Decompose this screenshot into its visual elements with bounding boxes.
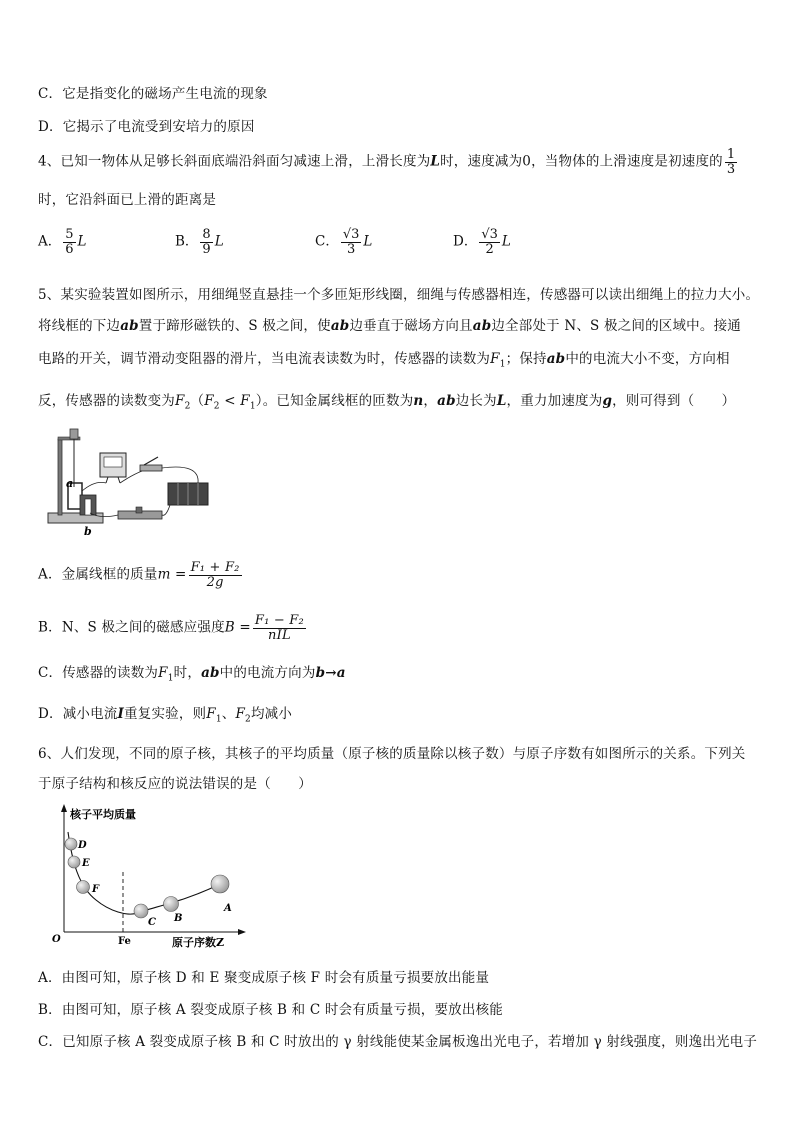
q5-option-c: C．传感器的读数为$F_1$时，ab中的电流方向为b→a	[38, 665, 346, 684]
q3-option-d: D．它揭示了电流受到安培力的原因	[38, 119, 255, 135]
point-label-f: F	[92, 884, 100, 895]
q6-stem-line1: 6、人们发现，不同的原子核，其核子的平均质量（原子核的质量除以核子数）与原子序数有如图所示的关系。下列关	[38, 746, 746, 762]
point-label-c: C	[148, 917, 156, 928]
q6-option-b: B．由图可知，原子核 A 裂变成原子核 B 和 C 时会有质量亏损，要放出核能	[38, 1002, 503, 1018]
point-label-e: E	[82, 858, 90, 869]
q4-stem-line1: 4、已知一物体从足够长斜面底端沿斜面匀减速上滑，上滑长度为L时，速度减为0，当物体的上滑速度是初速度的 $\frac{1}{3}$	[38, 147, 736, 177]
q6-binding-chart	[48, 800, 248, 952]
fig-label-a: a	[66, 477, 74, 490]
q5-stem-line2: 将线框的下边ab置于蹄形磁铁的、S 极之间，使ab边垂直于磁场方向且ab边全部处于 N、S 极之间的区域中。接通	[38, 318, 741, 334]
q6-option-a: A．由图可知，原子核 D 和 E 聚变成原子核 F 时会有质量亏损要放出能量	[38, 970, 490, 986]
point-b	[164, 897, 179, 912]
point-c	[134, 904, 148, 918]
x-axis-arrow	[238, 929, 246, 935]
q4-fraction: $\frac{1}{3}$	[726, 147, 736, 177]
q5-option-b: B．N、S 极之间的磁感应强度B = $\frac{\text{F₁ − F₂}}{\text{nIL}}$	[38, 613, 304, 643]
y-axis-label: 核子平均质量	[70, 808, 136, 821]
point-e	[68, 856, 80, 868]
q6-option-c: C．已知原子核 A 裂变成原子核 B 和 C 时放出的 γ 射线能使某金属板逸出光电子，若增加 γ 射线强度，则逸出光电子	[38, 1034, 758, 1050]
q4-option-b: B． $\frac{8}{9}$ L	[175, 227, 224, 257]
q6-stem-line2: 于原子结构和核反应的说法错误的是（ ）	[38, 776, 312, 792]
point-f	[77, 881, 90, 894]
x-axis-label: 原子序数Z	[172, 936, 225, 949]
point-d	[65, 838, 77, 850]
q4-stem-line2: 时，它沿斜面已上滑的距离是	[38, 192, 217, 208]
q5-stem-line4: 反，传感器的读数变为$F_2(F_2 < F_1)$。已知金属线框的匝数为n，ab边长为L，重力加速度为g，则可得到（ ）	[38, 393, 736, 412]
fe-label: Fe	[118, 936, 131, 947]
q4-option-d: D． $\frac{√3}{2}$ L	[453, 227, 511, 257]
q3-option-c: C．它是指变化的磁场产生电流的现象	[38, 86, 268, 102]
origin-label: O	[52, 934, 61, 945]
point-label-d: D	[78, 840, 87, 851]
q5-apparatus-figure	[40, 425, 220, 540]
q5-stem-line1: 5、某实验装置如图所示，用细绳竖直悬挂一个多匝矩形线圈，细绳与传感器相连，传感器可以读出细绳上的拉力大小。	[38, 287, 760, 303]
q4-option-a: A． $\frac{5}{6}$ L	[38, 227, 87, 257]
q5-stem-line3: 电路的开关，调节滑动变阻器的滑片，当电流表读数为时，传感器的读数为$F_1$；保持ab中的电流大小不变，方向相	[38, 351, 730, 370]
point-a	[211, 875, 229, 893]
point-label-b: B	[174, 913, 183, 924]
fig-label-b: b	[84, 525, 92, 538]
average-mass-curve	[68, 832, 220, 914]
point-label-a: A	[224, 903, 232, 914]
q5-option-d: D．减小电流I重复实验，则$F_1$、$F_2$均减小	[38, 706, 293, 725]
q5-option-a: A．金属线框的质量m = $\frac{\text{F₁ + F₂}}{2g}$	[38, 560, 240, 590]
q4-option-c: C． $\frac{√3}{3}$ L	[315, 227, 373, 257]
y-axis-arrow	[61, 804, 67, 812]
